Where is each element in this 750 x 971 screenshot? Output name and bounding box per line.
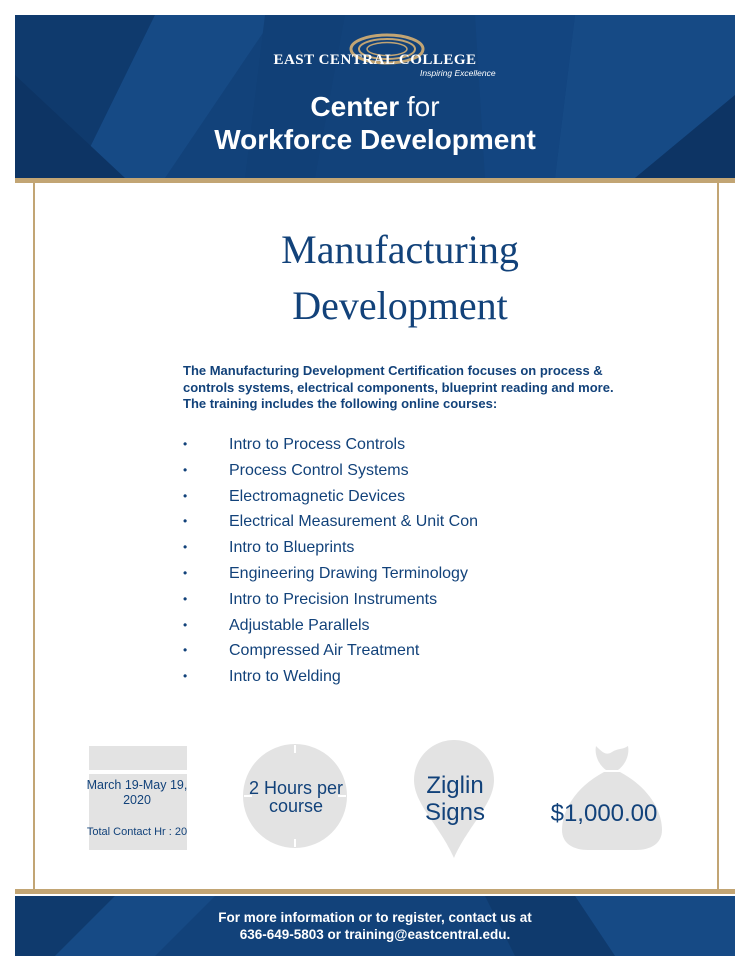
intro-paragraph: The Manufacturing Development Certification focuses on process & controls systems, electrical components, blueprint reading and more. The training includes the following online courses: [183, 363, 614, 411]
course-name: Engineering Drawing Terminology [229, 564, 468, 582]
title-line-2: Development [292, 283, 508, 328]
workforce-development-heading: Workforce Development [214, 124, 536, 155]
bullet-icon: • [183, 514, 188, 529]
center-for-heading [15, 91, 735, 123]
contact-hours-text: Total Contact Hr : 20 [86, 826, 188, 838]
bullet-icon: • [183, 488, 188, 503]
college-tagline: Inspiring Excellence [420, 68, 496, 78]
college-name: EAST CENTRAL COLLEGE [273, 52, 477, 68]
price-text: $1,000.00 [550, 800, 658, 827]
location-text: Ziglin Signs [424, 772, 486, 826]
page-title [200, 222, 600, 334]
course-name: Adjustable Parallels [229, 616, 370, 634]
footer-contact-line: 636-649-5803 or training@eastcentral.edu. [239, 927, 511, 942]
bullet-icon: • [183, 643, 188, 658]
center-word: Center [310, 91, 400, 122]
for-word: for [406, 91, 440, 122]
header-banner [15, 15, 735, 178]
bullet-icon: • [183, 591, 188, 606]
money-bag-icon [560, 744, 664, 852]
bullet-icon: • [183, 617, 188, 632]
course-name: Intro to Blueprints [229, 539, 355, 557]
dates-text: March 19-May 19, 2020 [86, 778, 188, 807]
bullet-icon: • [183, 540, 188, 555]
footer-banner [15, 896, 735, 956]
course-name: Intro to Welding [229, 668, 341, 686]
course-name: Compressed Air Treatment [229, 642, 420, 660]
bullet-icon: • [183, 565, 188, 580]
course-name: Electromagnetic Devices [229, 487, 406, 505]
bottom-gold-divider [15, 889, 735, 894]
footer-line-1: For more information or to register, contact us at [218, 910, 532, 925]
bullet-icon: • [183, 462, 188, 477]
footer-background-pattern [15, 896, 735, 956]
bullet-icon: • [183, 669, 188, 684]
bullet-icon: • [183, 437, 188, 451]
course-name: Process Control Systems [229, 461, 409, 479]
course-name: Intro to Process Controls [229, 436, 406, 453]
course-name: Intro to Precision Instruments [229, 590, 438, 608]
course-name: Electrical Measurement & Unit Con [229, 513, 478, 531]
title-line-1: Manufacturing [281, 227, 519, 272]
hours-text: 2 Hours per course [248, 778, 344, 816]
